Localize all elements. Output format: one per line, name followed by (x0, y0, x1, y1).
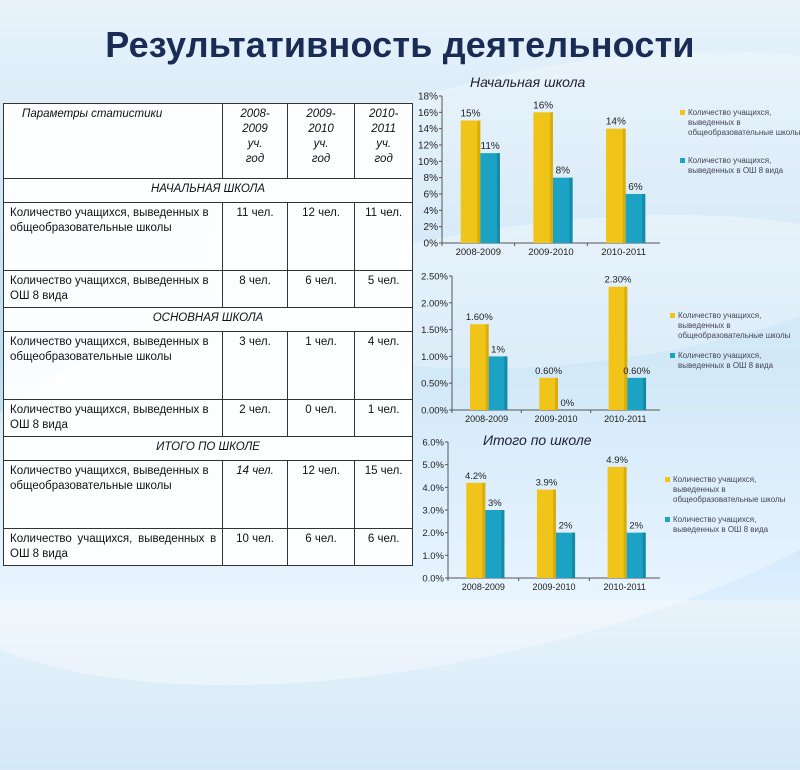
legend-swatch-yellow (680, 110, 685, 115)
table-row (4, 400, 413, 437)
row-value: 2 чел. (223, 400, 288, 437)
legend-label: Количество учащихся, выведенных в ОШ 8 вида (673, 515, 769, 534)
bar-shade (477, 121, 480, 244)
legend-item (680, 156, 800, 176)
row-value: 10 чел. (223, 529, 288, 566)
header-year-3 (355, 104, 413, 179)
bar-shade (482, 483, 485, 578)
bar-shade (572, 533, 575, 578)
y-tick-label: 14% (417, 124, 438, 136)
row-value: 3 чел. (223, 332, 288, 400)
header-year-2 (287, 104, 354, 179)
legend-item (665, 475, 788, 505)
chart-3-legend (665, 475, 788, 545)
header-year-2-part: 2010 (308, 123, 334, 135)
bar-shade (642, 194, 645, 243)
table-row (4, 271, 413, 308)
chart-3-svg (410, 434, 670, 599)
header-year-2-part: год (311, 153, 331, 165)
row-value: 5 чел. (355, 271, 413, 308)
data-label: 3.9% (535, 477, 558, 489)
data-label: 4.9% (606, 454, 628, 466)
row-value: 6 чел. (287, 529, 354, 566)
y-tick-label: 0.00% (421, 405, 448, 417)
header-year-1-part: 2009 (242, 123, 268, 135)
row-label: Количество учащихся, выведенных в общеобразовательные школы (4, 332, 223, 400)
y-tick-label: 2.00% (421, 298, 448, 310)
legend-label: Количество учащихся, выведенных в ОШ 8 вида (688, 156, 784, 175)
header-year-1-part: год (245, 153, 265, 165)
chart-2-svg (410, 270, 670, 430)
chart-1-title: Начальная школа (470, 74, 586, 90)
header-year-2-part: уч. (313, 138, 329, 150)
data-label: 11% (480, 141, 500, 153)
legend-label: Количество учащихся, выведенных в общеобразовательные школы (688, 108, 800, 137)
data-label: 1.60% (465, 312, 493, 324)
bar-shade (643, 533, 646, 578)
row-value: 12 чел. (287, 461, 354, 529)
bar-shade (624, 287, 627, 410)
table-row (4, 332, 413, 400)
data-label: 1% (491, 344, 505, 356)
header-year-2-part: 2009- (306, 108, 336, 120)
header-year-1-part: 2008- (240, 108, 270, 120)
row-value: 11 чел. (355, 203, 413, 271)
x-tick-label: 2010-2011 (601, 247, 647, 258)
row-value: 6 чел. (355, 529, 413, 566)
bar-shade (624, 467, 627, 578)
y-tick-label: 2% (423, 222, 438, 234)
legend-swatch-teal (665, 517, 670, 522)
row-value: 14 чел. (223, 461, 288, 529)
legend-label: Количество учащихся, выведенных в общеобразовательные школы (673, 475, 786, 504)
bar-shade (501, 510, 504, 578)
x-tick-label: 2008-2009 (461, 582, 505, 592)
data-label: 0.60% (623, 365, 651, 377)
y-tick-label: 6% (423, 189, 438, 201)
y-tick-label: 3.0% (422, 505, 444, 517)
section-row (4, 308, 413, 332)
header-year-1-part: уч. (247, 138, 263, 150)
table-row (4, 203, 413, 271)
y-tick-label: 0.50% (421, 378, 448, 390)
y-tick-label: 1.0% (422, 550, 444, 562)
y-tick-label: 8% (423, 173, 438, 185)
section-title: ОСНОВНАЯ ШКОЛА (4, 308, 413, 332)
chart-1-legend (680, 108, 800, 186)
y-tick-label: 6.0% (422, 437, 444, 449)
row-value: 15 чел. (355, 461, 413, 529)
x-tick-label: 2009-2010 (528, 247, 574, 258)
y-tick-label: 1.00% (421, 351, 448, 363)
bar-shade (553, 490, 556, 578)
chart-2 (410, 270, 670, 430)
header-year-3-part: 2010- (368, 108, 399, 120)
data-label: 0% (560, 398, 575, 409)
chart-3 (410, 434, 670, 599)
legend-item (680, 108, 800, 138)
chart-3-title: Итого по школе (483, 432, 592, 448)
legend-item (665, 515, 788, 535)
x-tick-label: 2009-2010 (534, 414, 578, 424)
legend-item (670, 311, 793, 341)
header-year-3-part: 2011 (371, 123, 397, 135)
table-row (4, 529, 413, 566)
row-value: 1 чел. (287, 332, 354, 400)
row-label: Количество учащихся, выведенных в общеобразовательные школы (4, 203, 223, 271)
row-value: 12 чел. (287, 203, 354, 271)
data-label: 6% (628, 182, 643, 193)
row-value: 6 чел. (287, 271, 354, 308)
y-tick-label: 4% (423, 205, 438, 217)
legend-swatch-yellow (665, 477, 670, 482)
y-tick-label: 2.50% (421, 271, 448, 283)
chart-1-svg (410, 88, 670, 268)
row-value: 8 чел. (223, 271, 288, 308)
y-tick-label: 0.0% (422, 573, 444, 585)
bar-shade (497, 153, 500, 243)
y-tick-label: 10% (417, 156, 438, 168)
bar-shade (555, 378, 558, 410)
row-label: Количество учащихся, выведенных в ОШ 8 вида (4, 400, 223, 437)
row-label: Количество учащихся, выведенных в ОШ 8 вида (4, 271, 223, 308)
row-value: 0 чел. (287, 400, 354, 437)
y-tick-label: 0% (423, 238, 438, 250)
legend-swatch-teal (670, 353, 675, 358)
data-label: 3% (488, 498, 502, 509)
legend-swatch-teal (680, 158, 685, 163)
legend-label: Количество учащихся, выведенных в общеобразовательные школы (678, 311, 791, 340)
table-row (4, 461, 413, 529)
bar-shade (623, 129, 626, 243)
section-row (4, 179, 413, 203)
data-label: 2.30% (604, 274, 632, 286)
header-year-1 (223, 104, 288, 179)
y-tick-label: 16% (417, 107, 438, 119)
row-value: 4 чел. (355, 332, 413, 400)
y-tick-label: 12% (417, 140, 438, 152)
y-tick-label: 4.0% (422, 482, 444, 494)
x-tick-label: 2010-2011 (604, 414, 647, 424)
bar-shade (550, 112, 553, 243)
data-label: 15% (460, 108, 481, 120)
x-tick-label: 2008-2009 (465, 414, 509, 424)
section-row (4, 437, 413, 461)
row-value: 11 чел. (223, 203, 288, 271)
x-tick-label: 2008-2009 (455, 247, 502, 258)
statistics-table (3, 103, 413, 566)
y-tick-label: 18% (417, 91, 438, 103)
row-label: Количество учащихся, выведенных в общеобразовательные школы (4, 461, 223, 529)
legend-swatch-yellow (670, 313, 675, 318)
data-label: 4.2% (464, 470, 487, 482)
x-tick-label: 2010-2011 (603, 582, 646, 592)
y-tick-label: 5.0% (422, 460, 444, 472)
data-label: 2% (558, 520, 573, 532)
y-tick-label: 1.50% (421, 325, 448, 337)
table-header-row (4, 104, 413, 179)
legend-label: Количество учащихся, выведенных в ОШ 8 вида (678, 351, 774, 370)
chart-1 (410, 88, 670, 268)
section-title: НАЧАЛЬНАЯ ШКОЛА (4, 179, 413, 203)
row-label: Количество учащихся, выведенных в ОШ 8 вида (4, 529, 223, 566)
header-year-3-part: уч. (376, 138, 392, 150)
header-param: Параметры статистики (4, 104, 223, 179)
page-title: Результативность деятельности (105, 24, 695, 65)
chart-2-legend (670, 311, 793, 381)
row-value: 1 чел. (355, 400, 413, 437)
bar-shade (570, 178, 573, 243)
bar-shade (486, 324, 489, 410)
bar-shade (504, 356, 507, 410)
bar-shade (643, 378, 646, 410)
section-title: ИТОГО ПО ШКОЛЕ (4, 437, 413, 461)
data-label: 8% (555, 165, 571, 177)
y-tick-label: 2.0% (422, 528, 444, 540)
header-year-3-part: год (374, 153, 393, 165)
data-label: 14% (605, 116, 626, 128)
data-label: 2% (629, 520, 644, 532)
data-label: 0.60% (535, 365, 563, 377)
x-tick-label: 2009-2010 (532, 582, 576, 592)
data-label: 16% (533, 100, 554, 112)
legend-item (670, 351, 793, 371)
